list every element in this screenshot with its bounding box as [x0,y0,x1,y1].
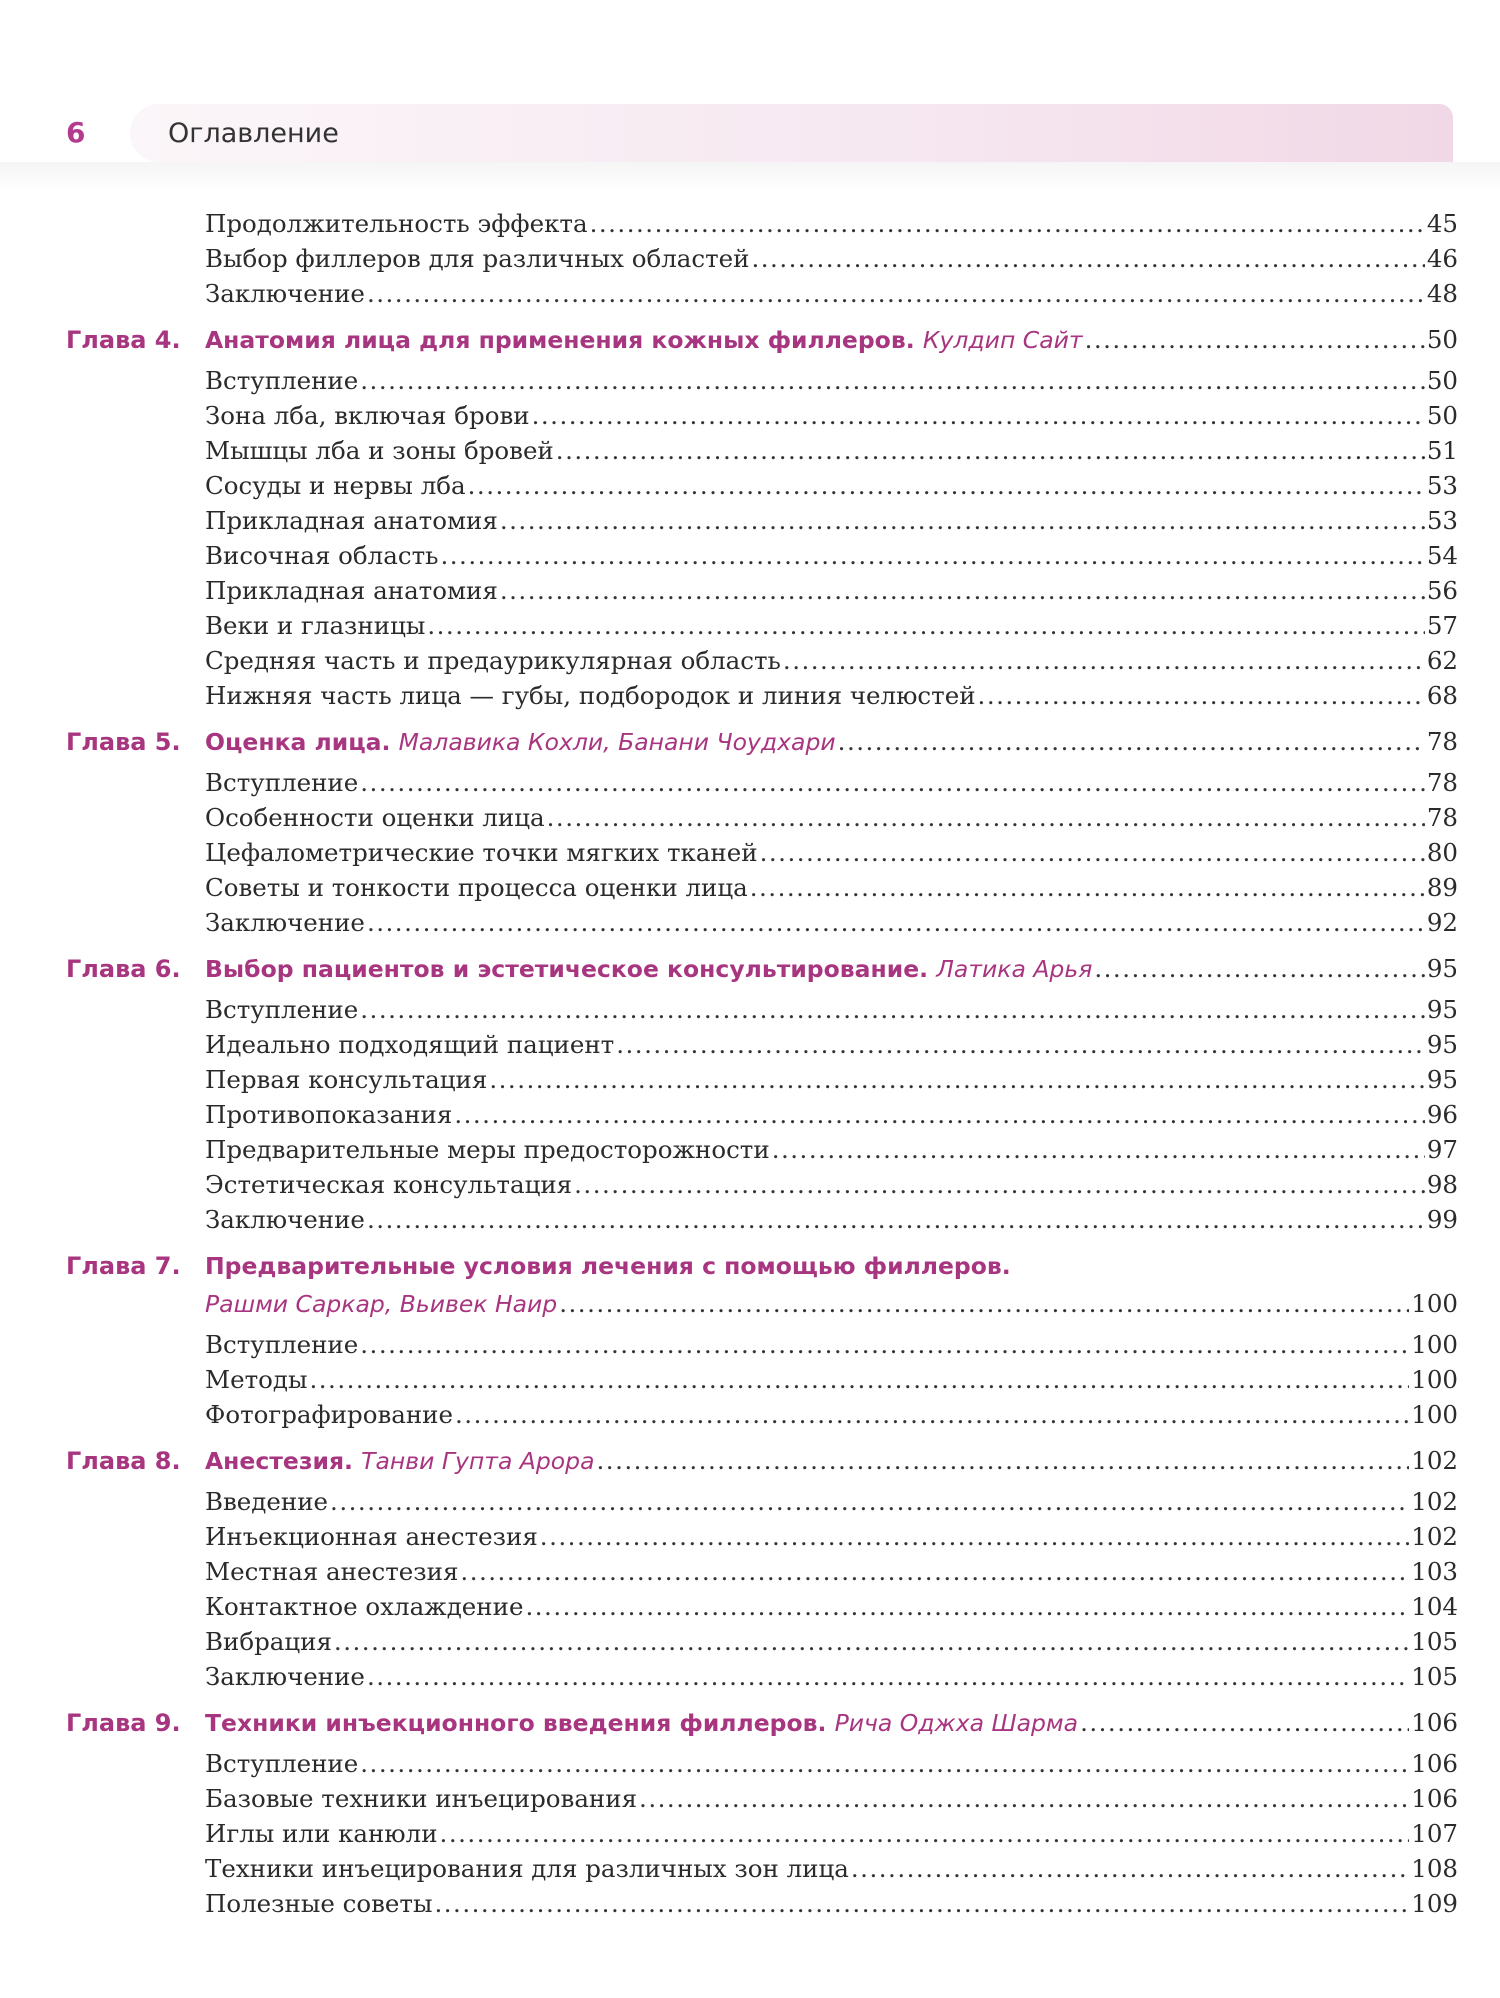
chapter-heading-line [205,1446,1458,1476]
dot-leader [760,838,1425,868]
chapter-page: 100 [1411,1289,1458,1318]
chapter-author: Кулдип Сайт [922,326,1083,354]
toc-item [205,1854,1458,1884]
toc-item-page: 53 [1426,506,1458,535]
dot-leader [540,1522,1409,1552]
toc-item-page: 51 [1426,436,1458,465]
toc-item-title: Местная анестезия [205,1557,459,1586]
dot-leader [500,506,1425,536]
toc-item-title: Контактное охлаждение [205,1592,524,1621]
chapter-title-wrap [205,727,836,757]
toc-item-page: 78 [1426,768,1458,797]
dot-leader [367,1205,1425,1235]
toc-item-page: 98 [1426,1170,1458,1199]
toc-item-title: Зона лба, включая брови [205,401,530,430]
toc-item [205,1170,1458,1200]
toc-item-page: 57 [1426,611,1458,640]
toc-item [205,506,1458,536]
toc-item-title: Иглы или канюли [205,1819,438,1848]
dot-leader [367,1662,1409,1692]
dot-leader [556,436,1425,466]
dot-leader [783,646,1425,676]
toc-item [205,1487,1458,1517]
toc-item-page: 106 [1411,1784,1458,1813]
toc-item-title: Прикладная анатомия [205,506,498,535]
dot-leader [489,1065,1424,1095]
chapter-label: Глава 4. [66,326,181,354]
chapter-heading-line [205,954,1458,984]
toc-item-page: 95 [1426,1030,1458,1059]
chapter-title-wrap [205,1708,1078,1738]
toc-item [205,1065,1458,1095]
chapter-label: Глава 5. [66,728,181,756]
toc-item-title: Вступление [205,1330,359,1359]
dot-leader [455,1400,1409,1430]
toc-item [205,436,1458,466]
dot-leader [360,768,1425,798]
dot-leader [440,541,1424,571]
dot-leader [367,908,1425,938]
toc-item-title: Особенности оценки лица [205,803,545,832]
toc-item-title: Средняя часть и предаурикулярная область [205,646,781,675]
chapter-author-wrap [205,1289,557,1319]
toc-item-page: 45 [1426,209,1458,238]
toc-item-title: Мышцы лба и зоны бровей [205,436,554,465]
toc-item [205,401,1458,431]
chapter-label: Глава 6. [66,955,181,983]
chapter-page: 95 [1426,954,1458,983]
dot-leader [772,1135,1425,1165]
chapter-heading-line [205,1289,1458,1319]
toc-item-title: Заключение [205,1205,365,1234]
chapter-title: Выбор пациентов и эстетическое консультирование. [205,955,937,983]
dot-leader [468,471,1425,501]
toc-item [205,803,1458,833]
toc-item [205,1100,1458,1130]
toc-item [205,1662,1458,1692]
dot-leader [330,1487,1409,1517]
toc-item [205,1592,1458,1622]
dot-leader [360,1749,1409,1779]
toc-item [205,209,1458,239]
toc-item [205,1889,1458,1919]
toc-item [205,1400,1458,1430]
chapter-title-wrap [205,954,1092,984]
toc-item [205,611,1458,641]
toc-item-title: Височная область [205,541,439,570]
toc-item [205,873,1458,903]
toc-item-page: 100 [1411,1365,1458,1394]
dot-leader [1080,1708,1409,1738]
dot-leader [547,803,1425,833]
chapter-author: Рашми Саркар, Вьивек Наир [205,1290,558,1318]
toc-item-title: Инъекционная анестезия [205,1522,538,1551]
dot-leader [360,995,1425,1025]
chapter-author: Латика Арья [936,955,1093,983]
toc-item-page: 68 [1426,681,1458,710]
toc-item [205,279,1458,309]
toc-item-page: 107 [1411,1819,1458,1848]
chapter-author: Танви Гупта Арора [361,1447,595,1475]
toc-item-page: 99 [1426,1205,1458,1234]
toc-item-page: 95 [1426,995,1458,1024]
chapter-title: Оценка лица. [205,728,399,756]
toc-item-page: 103 [1411,1557,1458,1586]
toc-item-title: Прикладная анатомия [205,576,498,605]
toc-item-page: 78 [1426,803,1458,832]
toc-item-title: Введение [205,1487,329,1516]
toc-item [205,471,1458,501]
chapter-title-wrap [205,1446,595,1476]
toc-item-page: 92 [1426,908,1458,937]
chapter-label: Глава 8. [66,1447,181,1475]
toc-item [205,1522,1458,1552]
chapter-author: Рича Оджха Шарма [834,1709,1079,1737]
chapter-author: Малавика Кохли, Банани Чоудхари [398,728,836,756]
toc-item [205,1205,1458,1235]
dot-leader [616,1030,1425,1060]
toc-item-page: 102 [1411,1487,1458,1516]
toc-item-page: 53 [1426,471,1458,500]
dot-leader [559,1289,1409,1319]
toc-item [205,1557,1458,1587]
toc-item-title: Нижняя часть лица — губы, подбородок и линия челюстей [205,681,976,710]
chapter-page: 50 [1426,325,1458,354]
chapter-page: 102 [1411,1446,1458,1475]
toc-item-title: Первая консультация [205,1065,488,1094]
dot-leader [751,244,1424,274]
toc-item-title: Противопоказания [205,1100,453,1129]
chapter-heading-line [205,1708,1458,1738]
chapter-title-wrap [205,325,1083,355]
toc-item [205,541,1458,571]
chapter-label: Глава 9. [66,1709,181,1737]
chapter-title: Техники инъекционного введения филлеров. [205,1709,835,1737]
toc-item-title: Вступление [205,1749,359,1778]
toc-item [205,1365,1458,1395]
toc-item-title: Методы [205,1365,308,1394]
toc-item-page: 56 [1426,576,1458,605]
dot-leader [360,366,1425,396]
toc-item-title: Заключение [205,908,365,937]
chapter-title: Анестезия. [205,1447,362,1475]
toc-item-page: 100 [1411,1400,1458,1429]
toc-item-title: Продолжительность эффекта [205,209,588,238]
toc-item-page: 62 [1426,646,1458,675]
toc-item-page: 50 [1426,366,1458,395]
toc-item [205,1749,1458,1779]
toc-item-page: 89 [1426,873,1458,902]
toc-item-title: Советы и тонкости процесса оценки лица [205,873,748,902]
chapter-page: 106 [1411,1708,1458,1737]
toc-item [205,1030,1458,1060]
dot-leader [750,873,1425,903]
chapter-title: Предварительные условия лечения с помощью филлеров. [205,1252,1011,1280]
dot-leader [1085,325,1425,355]
toc-item-title: Техники инъецирования для различных зон лица [205,1854,849,1883]
toc-item-page: 105 [1411,1627,1458,1656]
chapter-label: Глава 7. [66,1252,181,1280]
dot-leader [360,1330,1409,1360]
toc-item-title: Идеально подходящий пациент [205,1030,615,1059]
toc-item [205,1135,1458,1165]
dot-leader [367,279,1425,309]
toc-item-title: Выбор филлеров для различных областей [205,244,750,273]
toc-item [205,244,1458,274]
dot-leader [532,401,1425,431]
dot-leader [334,1627,1409,1657]
toc-item [205,681,1458,711]
toc-item-page: 54 [1426,541,1458,570]
toc-item [205,646,1458,676]
toc-item-page: 46 [1426,244,1458,273]
toc-item [205,908,1458,938]
dot-leader [454,1100,1425,1130]
toc-item-page: 50 [1426,401,1458,430]
toc-item-title: Эстетическая консультация [205,1170,573,1199]
toc-item-page: 105 [1411,1662,1458,1691]
toc-item-title: Вибрация [205,1627,332,1656]
toc-item-title: Заключение [205,279,365,308]
dot-leader [838,727,1425,757]
toc-item [205,576,1458,606]
dot-leader [639,1784,1409,1814]
chapter-heading-line [205,325,1458,355]
header-shadow [0,162,1500,192]
dot-leader [434,1889,1409,1919]
chapter-title: Анатомия лица для применения кожных филлеров. [205,326,923,354]
running-header-title: Оглавление [168,118,339,149]
toc-item-title: Полезные советы [205,1889,433,1918]
toc-item-title: Сосуды и нервы лба [205,471,466,500]
dot-leader [500,576,1425,606]
toc-item [205,1627,1458,1657]
toc-item [205,366,1458,396]
toc-item-page: 97 [1426,1135,1458,1164]
toc-item-page: 102 [1411,1522,1458,1551]
chapter-heading-line [205,727,1458,757]
toc-item-title: Базовые техники инъецирования [205,1784,638,1813]
toc-item-page: 104 [1411,1592,1458,1621]
toc-item-page: 109 [1411,1889,1458,1918]
chapter-page: 78 [1426,727,1458,756]
dot-leader [851,1854,1409,1884]
toc-item-title: Вступление [205,366,359,395]
dot-leader [427,611,1424,641]
toc-item [205,995,1458,1025]
toc-item [205,1819,1458,1849]
dot-leader [590,209,1425,239]
toc-item-title: Заключение [205,1662,365,1691]
dot-leader [978,681,1425,711]
toc-item-page: 80 [1426,838,1458,867]
toc-item-page: 100 [1411,1330,1458,1359]
toc-item-page: 108 [1411,1854,1458,1883]
toc-item [205,1784,1458,1814]
dot-leader [309,1365,1409,1395]
dot-leader [440,1819,1410,1849]
dot-leader [574,1170,1425,1200]
toc-item [205,768,1458,798]
toc-item-title: Вступление [205,995,359,1024]
dot-leader [525,1592,1409,1622]
toc-item-page: 48 [1426,279,1458,308]
dot-leader [460,1557,1409,1587]
toc-item-title: Веки и глазницы [205,611,426,640]
dot-leader [597,1446,1410,1476]
toc-item-page: 96 [1426,1100,1458,1129]
toc-item [205,1330,1458,1360]
toc-item-page: 95 [1426,1065,1458,1094]
toc-item-title: Фотографирование [205,1400,454,1429]
toc-item-title: Предварительные меры предосторожности [205,1135,770,1164]
toc-item-title: Вступление [205,768,359,797]
page-number: 6 [66,116,86,149]
toc-item [205,838,1458,868]
toc-item-page: 106 [1411,1749,1458,1778]
toc-item-title: Цефалометрические точки мягких тканей [205,838,758,867]
dot-leader [1094,954,1424,984]
